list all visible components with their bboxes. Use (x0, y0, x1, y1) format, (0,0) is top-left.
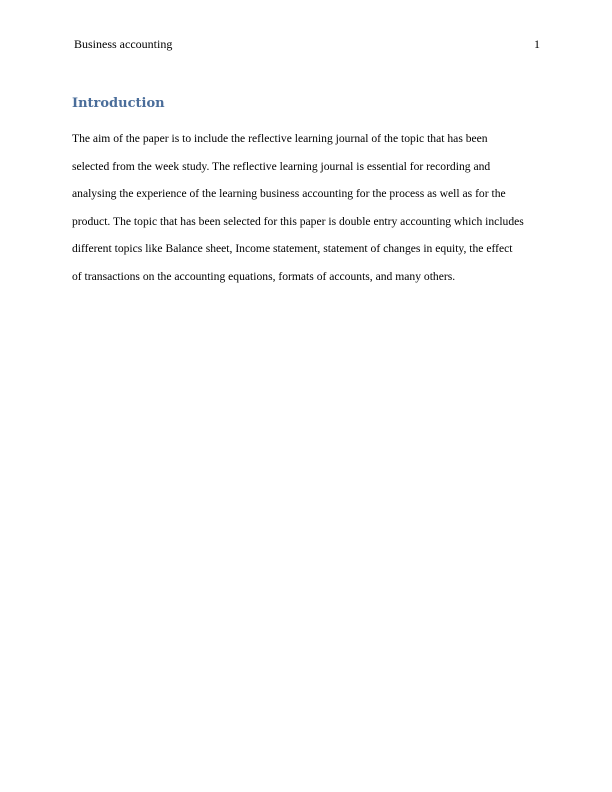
paragraph-line: product. The topic that has been selected for this paper is double entry accounting which includes (72, 214, 524, 228)
section-heading: Introduction (72, 96, 165, 111)
paragraph-line: different topics like Balance sheet, Income statement, statement of changes in equity, the effect (72, 242, 513, 256)
paragraph-line: selected from the week study. The reflective learning journal is essential for recording and (72, 159, 491, 173)
body-paragraph (72, 125, 544, 291)
running-header-title: Business accounting (74, 37, 173, 51)
paragraph-line: analysing the experience of the learning business accounting for the process as well as for the (72, 187, 506, 201)
paragraph-line: The aim of the paper is to include the reflective learning journal of the topic that has been (72, 132, 488, 145)
paragraph-line: of transactions on the accounting equations, formats of accounts, and many others. (72, 269, 456, 283)
page-number: 1 (534, 37, 540, 51)
